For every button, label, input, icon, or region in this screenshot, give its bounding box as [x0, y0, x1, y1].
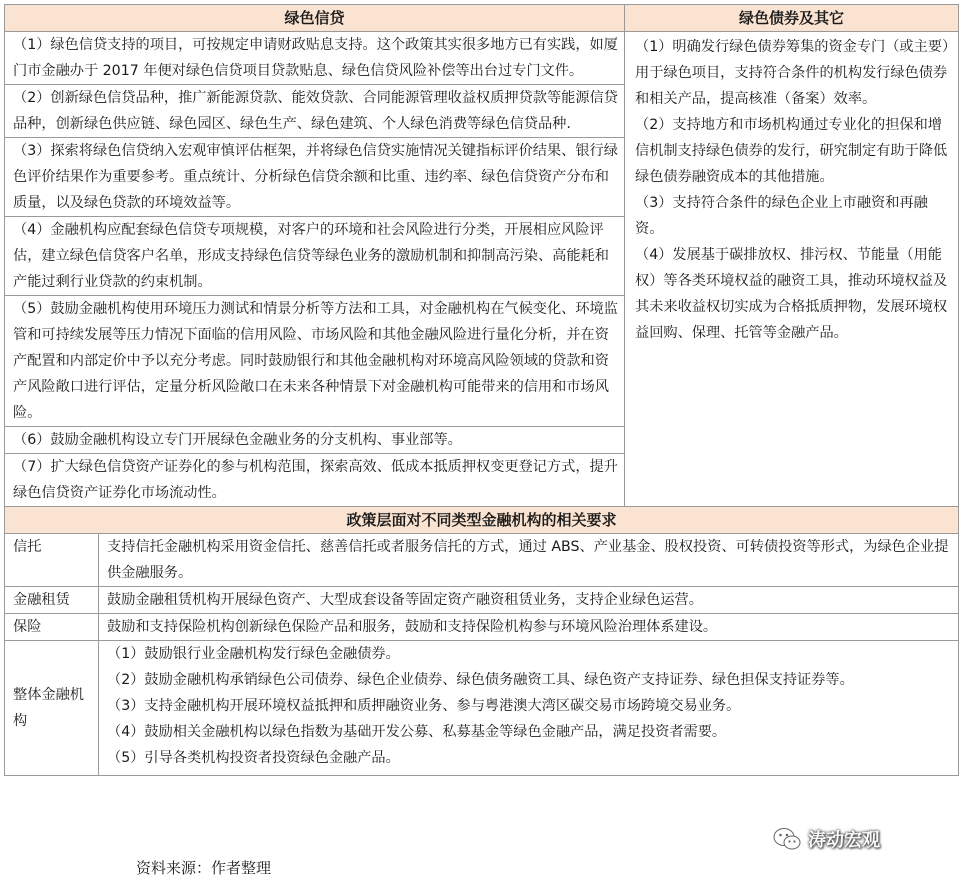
section-header-institutions: 政策层面对不同类型金融机构的相关要求: [5, 507, 959, 534]
table-row: [5, 534, 959, 587]
institution-type: 保险: [5, 614, 99, 641]
table-row: [5, 614, 959, 641]
table-row: [5, 641, 959, 776]
table-row: [5, 587, 959, 614]
institution-requirement: 鼓励和支持保险机构创新绿色保险产品和服务，鼓励和支持保险机构参与环境风险治理体系建设。: [99, 614, 959, 641]
header-green-credit: 绿色信贷: [5, 5, 625, 32]
source-note: 资料来源：作者整理: [136, 859, 272, 877]
green-bonds-column: [625, 32, 959, 507]
green-credit-item: （4）金融机构应配套绿色信贷专项规模，对客户的环境和社会风险进行分类，开展相应风险评估，建立绿色信贷客户名单，形成支持绿色信贷等绿色业务的激励机制和抑制高污染、高能耗和产能过剩行业贷款的约束机制。: [5, 217, 624, 296]
overall-item: （3）支持金融机构开展环境权益抵押和质押融资业务、参与粤港澳大湾区碳交易市场跨境交易业务。: [107, 698, 741, 714]
green-bonds-item: （4）发展基于碳排放权、排污权、节能量（用能权）等各类环境权益的融资工具，推动环境权益及其未来收益权切实成为合格抵质押物，发展环境权益回购、保理、托管等金融产品。: [635, 247, 948, 341]
green-bonds-item: （1）明确发行绿色债券筹集的资金专门（或主要）用于绿色项目，支持符合条件的机构发行绿色债券和相关产品，提高核准（备案）效率。: [635, 39, 950, 107]
overall-item: （2）鼓励金融机构承销绿色公司债券、绿色企业债券、绿色债务融资工具、绿色资产支持证券、绿色担保支持证券等。: [107, 672, 854, 688]
wechat-icon: [772, 826, 802, 852]
institution-type: 信托: [5, 534, 99, 587]
institution-requirement: 支持信托金融机构采用资金信托、慈善信托或者服务信托的方式，通过 ABS、产业基金、股权投资、可转债投资等形式，为绿色企业提供金融服务。: [99, 534, 959, 587]
green-credit-item: （5）鼓励金融机构使用环境压力测试和情景分析等方法和工具，对金融机构在气候变化、环境监管和可持续发展等压力情况下面临的信用风险、市场风险和其他金融风险进行量化分析，并在资产配置和内部定价中予以充分考虑。同时鼓励银行和其他金融机构对环境高风险领域的贷款和资产风险敞口进行评估，定量分析风险敞口在未来各种情景下对金融机构可能带来的信用和市场风险。: [5, 296, 624, 427]
policy-table: [4, 4, 959, 776]
overall-item: （4）鼓励相关金融机构以绿色指数为基础开发公募、私募基金等绿色金融产品，满足投资者需要。: [107, 724, 727, 740]
watermark-text: 涛动宏观: [808, 830, 880, 851]
green-credit-item: （6）鼓励金融机构设立专门开展绿色金融业务的分支机构、事业部等。: [5, 427, 624, 454]
overall-item: （5）引导各类机构投资者投资绿色金融产品。: [107, 750, 400, 766]
overall-item: （1）鼓励银行业金融机构发行绿色金融债券。: [107, 646, 400, 662]
institution-type: 整体金融机构: [5, 641, 99, 776]
watermark: [772, 824, 880, 854]
header-green-bonds: 绿色债券及其它: [625, 5, 959, 32]
overall-requirements: [99, 641, 959, 776]
green-bonds-item: （3）支持符合条件的绿色企业上市融资和再融资。: [635, 195, 928, 237]
green-bonds-item: （2）支持地方和市场机构通过专业化的担保和增信机制支持绿色债券的发行，研究制定有助于降低绿色债券融资成本的其他措施。: [635, 117, 948, 185]
green-credit-item: （7）扩大绿色信贷资产证券化的参与机构范围，探索高效、低成本抵质押权变更登记方式，提升绿色信贷资产证券化市场流动性。: [13, 459, 618, 501]
institution-type: 金融租赁: [5, 587, 99, 614]
green-credit-item: （2）创新绿色信贷品种，推广新能源贷款、能效贷款、合同能源管理收益权质押贷款等能源信贷品种，创新绿色供应链、绿色园区、绿色生产、绿色建筑、个人绿色消费等绿色信贷品种.: [5, 85, 624, 138]
green-credit-item: （3）探索将绿色信贷纳入宏观审慎评估框架，并将绿色信贷实施情况关键指标评价结果、银行绿色评价结果作为重要参考。重点统计、分析绿色信贷余额和比重、违约率、绿色信贷资产分布和质量，以及绿色贷款的环境效益等。: [5, 138, 624, 217]
institution-requirement: 鼓励金融租赁机构开展绿色资产、大型成套设备等固定资产融资租赁业务，支持企业绿色运营。: [99, 587, 959, 614]
green-credit-column: [5, 32, 625, 507]
green-credit-item: （1）绿色信贷支持的项目，可按规定申请财政贴息支持。这个政策其实很多地方已有实践，如厦门市金融办于 2017 年便对绿色信贷项目贷款贴息、绿色信贷风险补偿等出台过专门文件。: [5, 32, 624, 85]
